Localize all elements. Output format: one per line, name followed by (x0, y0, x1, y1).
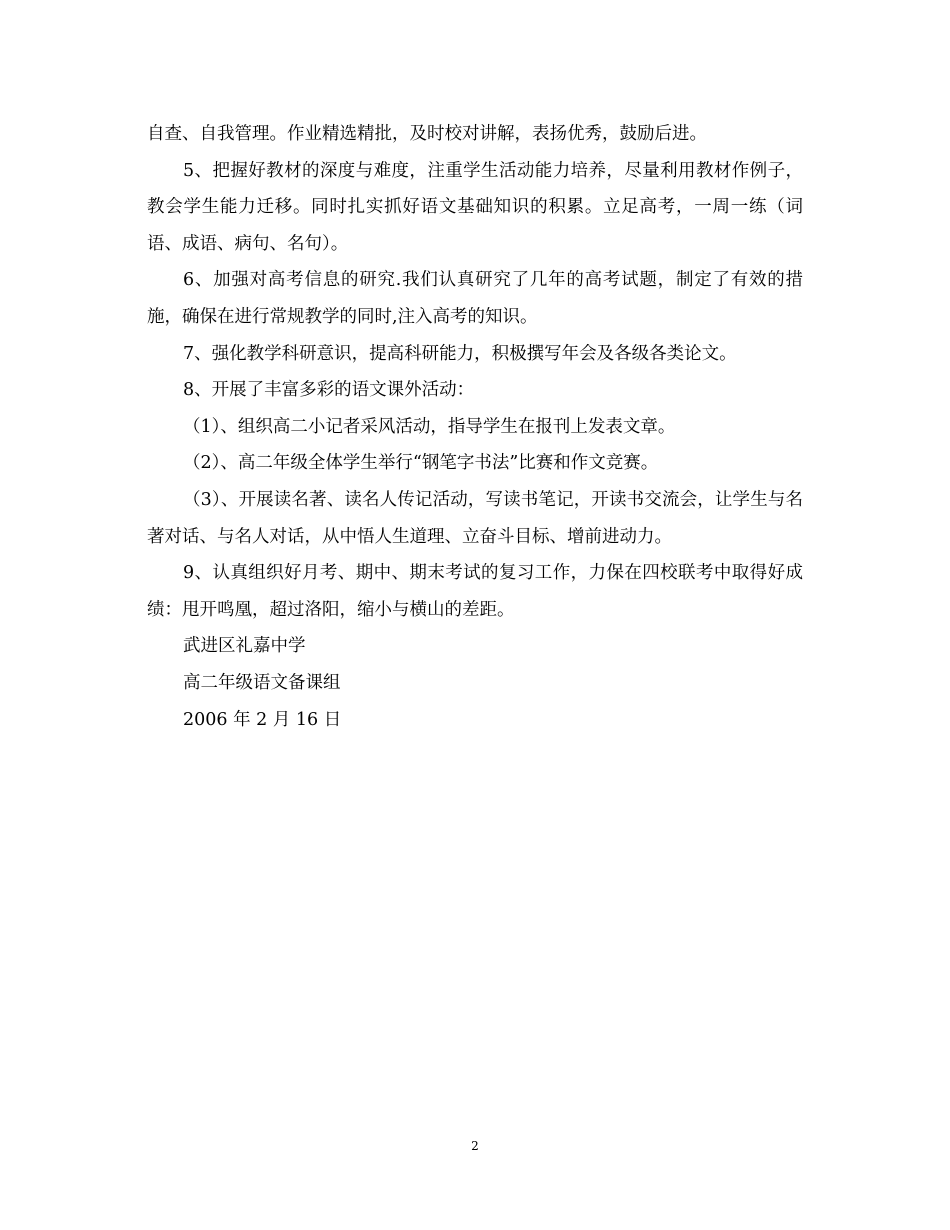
paragraph-item-7: 7、强化教学科研意识，提高科研能力，积极撰写年会及各级各类论文。 (183, 343, 737, 364)
page-number: 2 (471, 1139, 479, 1153)
paragraph-subitem-3: （3）、开展读名著、读名人传记活动，写读书笔记，开读书交流会，让学生与名著对话、与名人对话，从中悟人生道理、立奋斗目标、增前进动力。 (147, 489, 803, 547)
signature-date: 2006 年 2 月 16 日 (183, 709, 342, 730)
paragraph-item-8: 8、开展了丰富多彩的语文课外活动： (183, 380, 475, 401)
paragraph-item-5: 5、把握好教材的深度与难度，注重学生活动能力培养，尽量利用教材作例子，教会学生能力迁移。同时扎实抓好语文基础知识的积累。立足高考，一周一练（词语、成语、病句、名句）。 (147, 160, 803, 254)
paragraph-item-9: 9、认真组织好月考、期中、期末考试的复习工作，力保在四校联考中取得好成绩：甩开鸣凰，超过洛阳，缩小与横山的差距。 (147, 563, 803, 620)
paragraph-subitem-2: （2）、高二年级全体学生举行“钢笔字书法”比赛和作文竞赛。 (183, 453, 659, 474)
paragraph-item-6: 6、加强对高考信息的研究.我们认真研究了几年的高考试题，制定了有效的措施，确保在进行常规教学的同时,注入高考的知识。 (147, 270, 803, 327)
document-body (147, 116, 803, 738)
paragraph-subitem-1: （1）、组织高二小记者采风活动，指导学生在报刊上发表文章。 (183, 416, 676, 437)
signature-school: 武进区礼嘉中学 (183, 636, 306, 657)
paragraph-continuation: 自查、自我管理。作业精选精批，及时校对讲解，表扬优秀，鼓励后进。 (147, 124, 707, 144)
signature-group: 高二年级语文备课组 (183, 672, 341, 693)
